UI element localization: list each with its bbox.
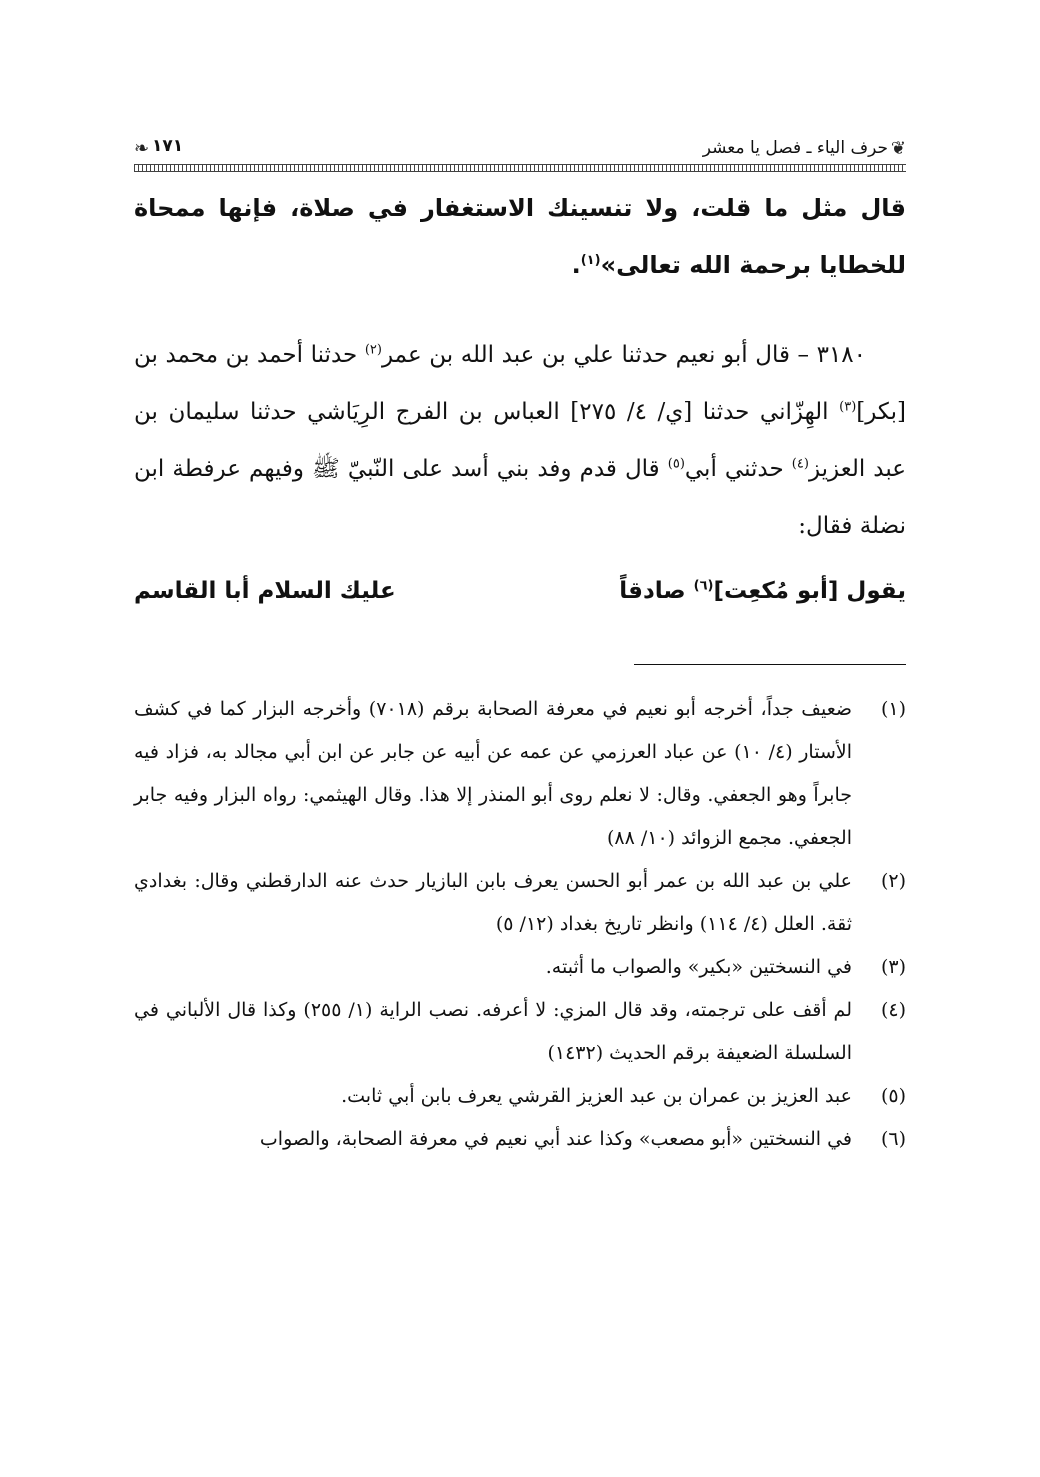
footnote-ref-5[interactable]: (٥) bbox=[667, 456, 685, 472]
bold-paragraph bbox=[134, 180, 906, 294]
verse-right-hemistich bbox=[619, 563, 906, 620]
bold-paragraph-text: قال مثل ما قلت، ولا تنسينك الاستغفار في صلاة، فإنها ممحاة للخطايا برحمة الله تعالى» bbox=[134, 194, 906, 279]
footnote-number: (٦) bbox=[880, 1128, 906, 1150]
footnote-4 bbox=[134, 989, 906, 1075]
footnote-ref-3[interactable]: (٣) bbox=[839, 399, 857, 415]
hadith-paragraph bbox=[134, 327, 906, 555]
page-number: ١٧١ bbox=[152, 136, 184, 156]
footnote-text: في النسختين «بكير» والصواب ما أثبته. bbox=[545, 956, 852, 978]
footnote-2 bbox=[134, 860, 906, 946]
footnote-number: (٢) bbox=[880, 870, 906, 892]
ornament-left-icon: ❧ bbox=[134, 138, 150, 159]
footnote-ref-6[interactable]: (٦) bbox=[693, 578, 714, 594]
bold-paragraph-end: . bbox=[571, 251, 581, 279]
header-title: حرف الياء ـ فصل يا معشر bbox=[702, 138, 888, 158]
main-text bbox=[134, 180, 906, 620]
footnote-5 bbox=[134, 1075, 906, 1118]
footnote-number: (١) bbox=[880, 698, 906, 720]
footnote-text: لم أقف على ترجمته، وقد قال المزي: لا أعرفه. نصب الراية (١/ ٢٥٥) وكذا قال الألباني في السلسلة الضعيفة برقم الحديث (١٤٣٢) bbox=[134, 999, 852, 1064]
footnote-1 bbox=[134, 688, 906, 860]
header-rule bbox=[134, 164, 906, 172]
hadith-text-5: قال قدم وفد بني أسد على النّبيّ ﷺ وفيهم عرفطة ابن نضلة فقال: bbox=[134, 456, 906, 539]
footnote-number: (٤) bbox=[880, 999, 906, 1021]
footnote-number: (٣) bbox=[880, 956, 906, 978]
hadith-text-1: ٣١٨٠ – قال أبو نعيم حدثنا علي بن عبد الله بن عمر bbox=[381, 342, 867, 368]
running-header bbox=[134, 136, 906, 170]
verse-left-hemistich: عليك السلام أبا القاسم bbox=[134, 578, 396, 604]
footnote-text: في النسختين «أبو مصعب» وكذا عند أبي نعيم في معرفة الصحابة، والصواب bbox=[259, 1128, 852, 1150]
footnote-text: علي بن عبد الله بن عمر أبو الحسن يعرف بابن البازيار حدث عنه الدارقطني وقال: بغدادي ثقة. العلل (٤/ ١١٤) وانظر تاريخ بغداد (١٢/ ٥) bbox=[134, 870, 852, 935]
ornament-right-icon: ❦ bbox=[890, 138, 906, 159]
footnote-ref-4[interactable]: (٤) bbox=[791, 456, 809, 472]
poetry-verse bbox=[134, 563, 906, 620]
hadith-text-3: الهِزّاني حدثنا [ي/ ٤/ ٢٧٥] العباس بن الفرج الرِيَاشي حدثنا سليمان بن عبد العزيز bbox=[134, 399, 907, 482]
footnote-ref-1[interactable]: (١) bbox=[580, 253, 601, 268]
footnote-number: (٥) bbox=[880, 1085, 906, 1107]
footnote-ref-2[interactable]: (٢) bbox=[364, 342, 382, 358]
footnote-separator bbox=[634, 664, 906, 665]
footnotes bbox=[134, 688, 906, 1161]
verse-right-end: صادقاً bbox=[619, 578, 694, 604]
footnote-text: عبد العزيز بن عمران بن عبد العزيز القرشي يعرف بابن أبي ثابت. bbox=[341, 1085, 852, 1107]
hadith-text-4: حدثني أبي bbox=[684, 456, 792, 482]
footnote-text: ضعيف جداً، أخرجه أبو نعيم في معرفة الصحابة برقم (٧٠١٨) وأخرجه البزار كما في كشف الأستار (٤/ ١٠) عن عباد العرزمي عن عمه عن أبيه عن جابر عن ابن أبي مجالد به، فزاد فيه جابراً وهو الجعفي. وقال: لا نعلم روى أبو المنذر إلا هذا. وقال الهيثمي: رواه البزار وفيه جابر الجعفي. مجمع الزوائد (١٠/ ٨٨) bbox=[134, 698, 852, 849]
verse-right-text: يقول [أبو مُكعِت] bbox=[713, 578, 906, 604]
hadith-text-2: حدثنا أحمد بن محمد بن [بكر] bbox=[134, 342, 907, 425]
footnote-3 bbox=[134, 946, 906, 989]
footnote-6 bbox=[134, 1118, 906, 1161]
